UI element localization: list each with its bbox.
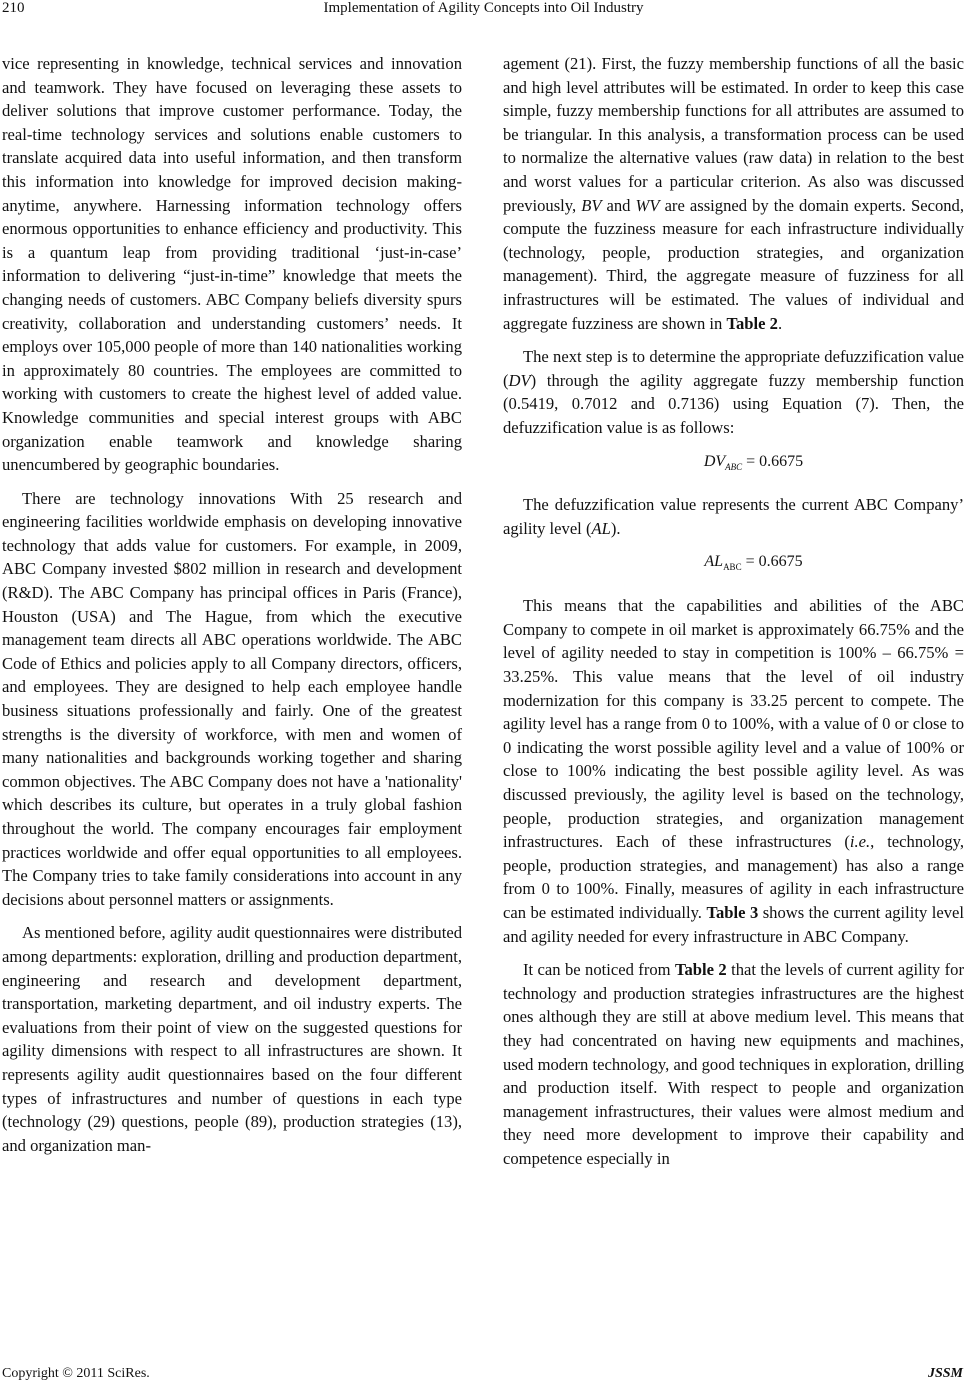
- paragraph: It can be noticed from Table 2 that the levels of current agility for technology and production strategies infrastructures are the highest ones although they are still at above medium level. This means that they had concentrated on having new equipments and machines, used modern technology, and good techniques in exploration, drilling and production itself. With respect to people and organization management infrastructures, their values were almost medium and they need more development to improve their capability and competence especially in: [503, 960, 964, 1168]
- paragraph: The next step is to determine the appropriate defuzzification value (DV) through the agility aggregate fuzzy membership function (0.5419, 0.7012 and 0.7136) using Equation (7). Then, the defuzzification value is as follows:: [503, 347, 964, 437]
- table-reference: Table 2: [674, 960, 727, 980]
- page-header: [0, 0, 967, 24]
- equation-al: $AL_{ABC} = 0.6675$: [704, 553, 803, 573]
- right-column: [503, 52, 964, 1181]
- paragraph: vice representing in knowledge, technical services and innovation and teamwork. They have focused on leveraging these assets to deliver solutions that improve customer performance. Today, the real-time technology services and solutions enable customers to translate acquired data into useful information, and then transform this information into knowledge for improved decision making-anytime, anywhere. Harnessing information technology offers enormous opportunities to enhance efficiency and productivity. This is a quantum leap from providing traditional ‘just-in-case’ information to delivering “just-in-time” knowledge that meets the changing needs of customers. ABC Company beliefs diversity spurs creativity, collaboration and understanding customers’ needs. It employs over 105,000 people of more than 140 nationalities working in approximately 80 countries. The employees are committed to working with customers to create the highest level of added value. Knowledge communities and special interest groups with ABC organization enable teamwork and knowledge sharing unencumbered by geographic boundaries.: [2, 54, 462, 475]
- paragraph: There are technology innovations With 25 research and engineering facilities worldwide emphasis on developing innovative technology that adds value for customers. For example, in 2009, ABC Company invested $802 million in research and development (R&D). The ABC Company has principal offices in Paris (France), Houston (USA) and The Hague, from which the executive management team directs all ABC operations worldwide. The ABC Code of Ethics and policies apply to all Company directors, officers, and employees. They are designed to help each employee handle business situations professionally and fairly. One of the greatest strengths is the diversity of workforce, with men and women of many nationalities and backgrounds working together and sharing common objectives. The ABC Company does not have a 'nationality' which describes its culture, but operates in a truly global fashion throughout the world. The company encourages fair employment practices worldwide and offer equal opportunities to all employees. The Company tries to take family considerations into account in any decisions about personnel matters or assignments.: [2, 488, 462, 909]
- table-reference: Table 2: [726, 313, 778, 333]
- paragraph: The defuzzification value represents the current ABC Company’ agility level (AL).: [503, 495, 964, 538]
- page-number: 210: [2, 0, 25, 16]
- paragraph: As mentioned before, agility audit questionnaires were distributed among departments: exploration, drilling and production department, engineering and research and development department, transportation, marketing department, and oil industry experts. The evaluations from their point of view on the suggested questions for agility dimensions with respect to all infrastructures are shown. It represents agility audit questionnaires based on the four different types of infrastructures and number of questions in each type (technology (29) questions, people (89), production strategies (13), and organization man-: [2, 923, 462, 1155]
- left-column: [2, 52, 462, 1167]
- journal-name: JSSM: [927, 1366, 963, 1381]
- table-reference: Table 3: [706, 902, 759, 922]
- equation-dv: $DV_{ABC} = 0.6675$: [703, 452, 804, 472]
- running-title: Implementation of Agility Concepts into Oil Industry: [323, 0, 644, 16]
- page-footer: [0, 1366, 967, 1386]
- copyright: Copyright © 2011 SciRes.: [2, 1366, 150, 1381]
- paragraph: This means that the capabilities and abilities of the ABC Company to compete in oil market is approximately 66.75% and the level of agility needed to stay in competition is 100% – 66.75% = 33.25%. This value means that the level of oil industry modernization for this company is 33.25 percent to compete. The agility level has a range from 0 to 100%, with a value of 0 or close to 0 indicating the worst possible agility level and a value of 100% or close to 100% indicating the best possible agility level. As was discussed previously, the agility level is based on the technology, people, production strategies, and organization management infrastructures. Each of these infrastructures (i.e., technology, people, production strategies, and management) has also a range from 0 to 100%. Finally, measures of agility in each infrastructure can be estimated individually. Table 3 shows the current agility level and agility needed for every infrastructure in ABC Company.: [503, 596, 964, 946]
- paragraph: agement (21). First, the fuzzy membership functions of all the basic and high level attributes will be estimated. In order to keep this case simple, fuzzy membership functions for all attributes are assumed to be triangular. In this analysis, a transformation process can be used to normalize the alternative values (raw data) in relation to the best and worst values for a particular criterion. As also was discussed previously, BV and WV are assigned by the domain experts. Second, compute the fuzziness measure for each infrastructure individually (technology, people, production strategies, and organization management). Third, the aggregate measure of fuzziness for all infrastructures will be estimated. The values of individual and aggregate fuzziness are shown in Table 2.: [503, 54, 964, 333]
